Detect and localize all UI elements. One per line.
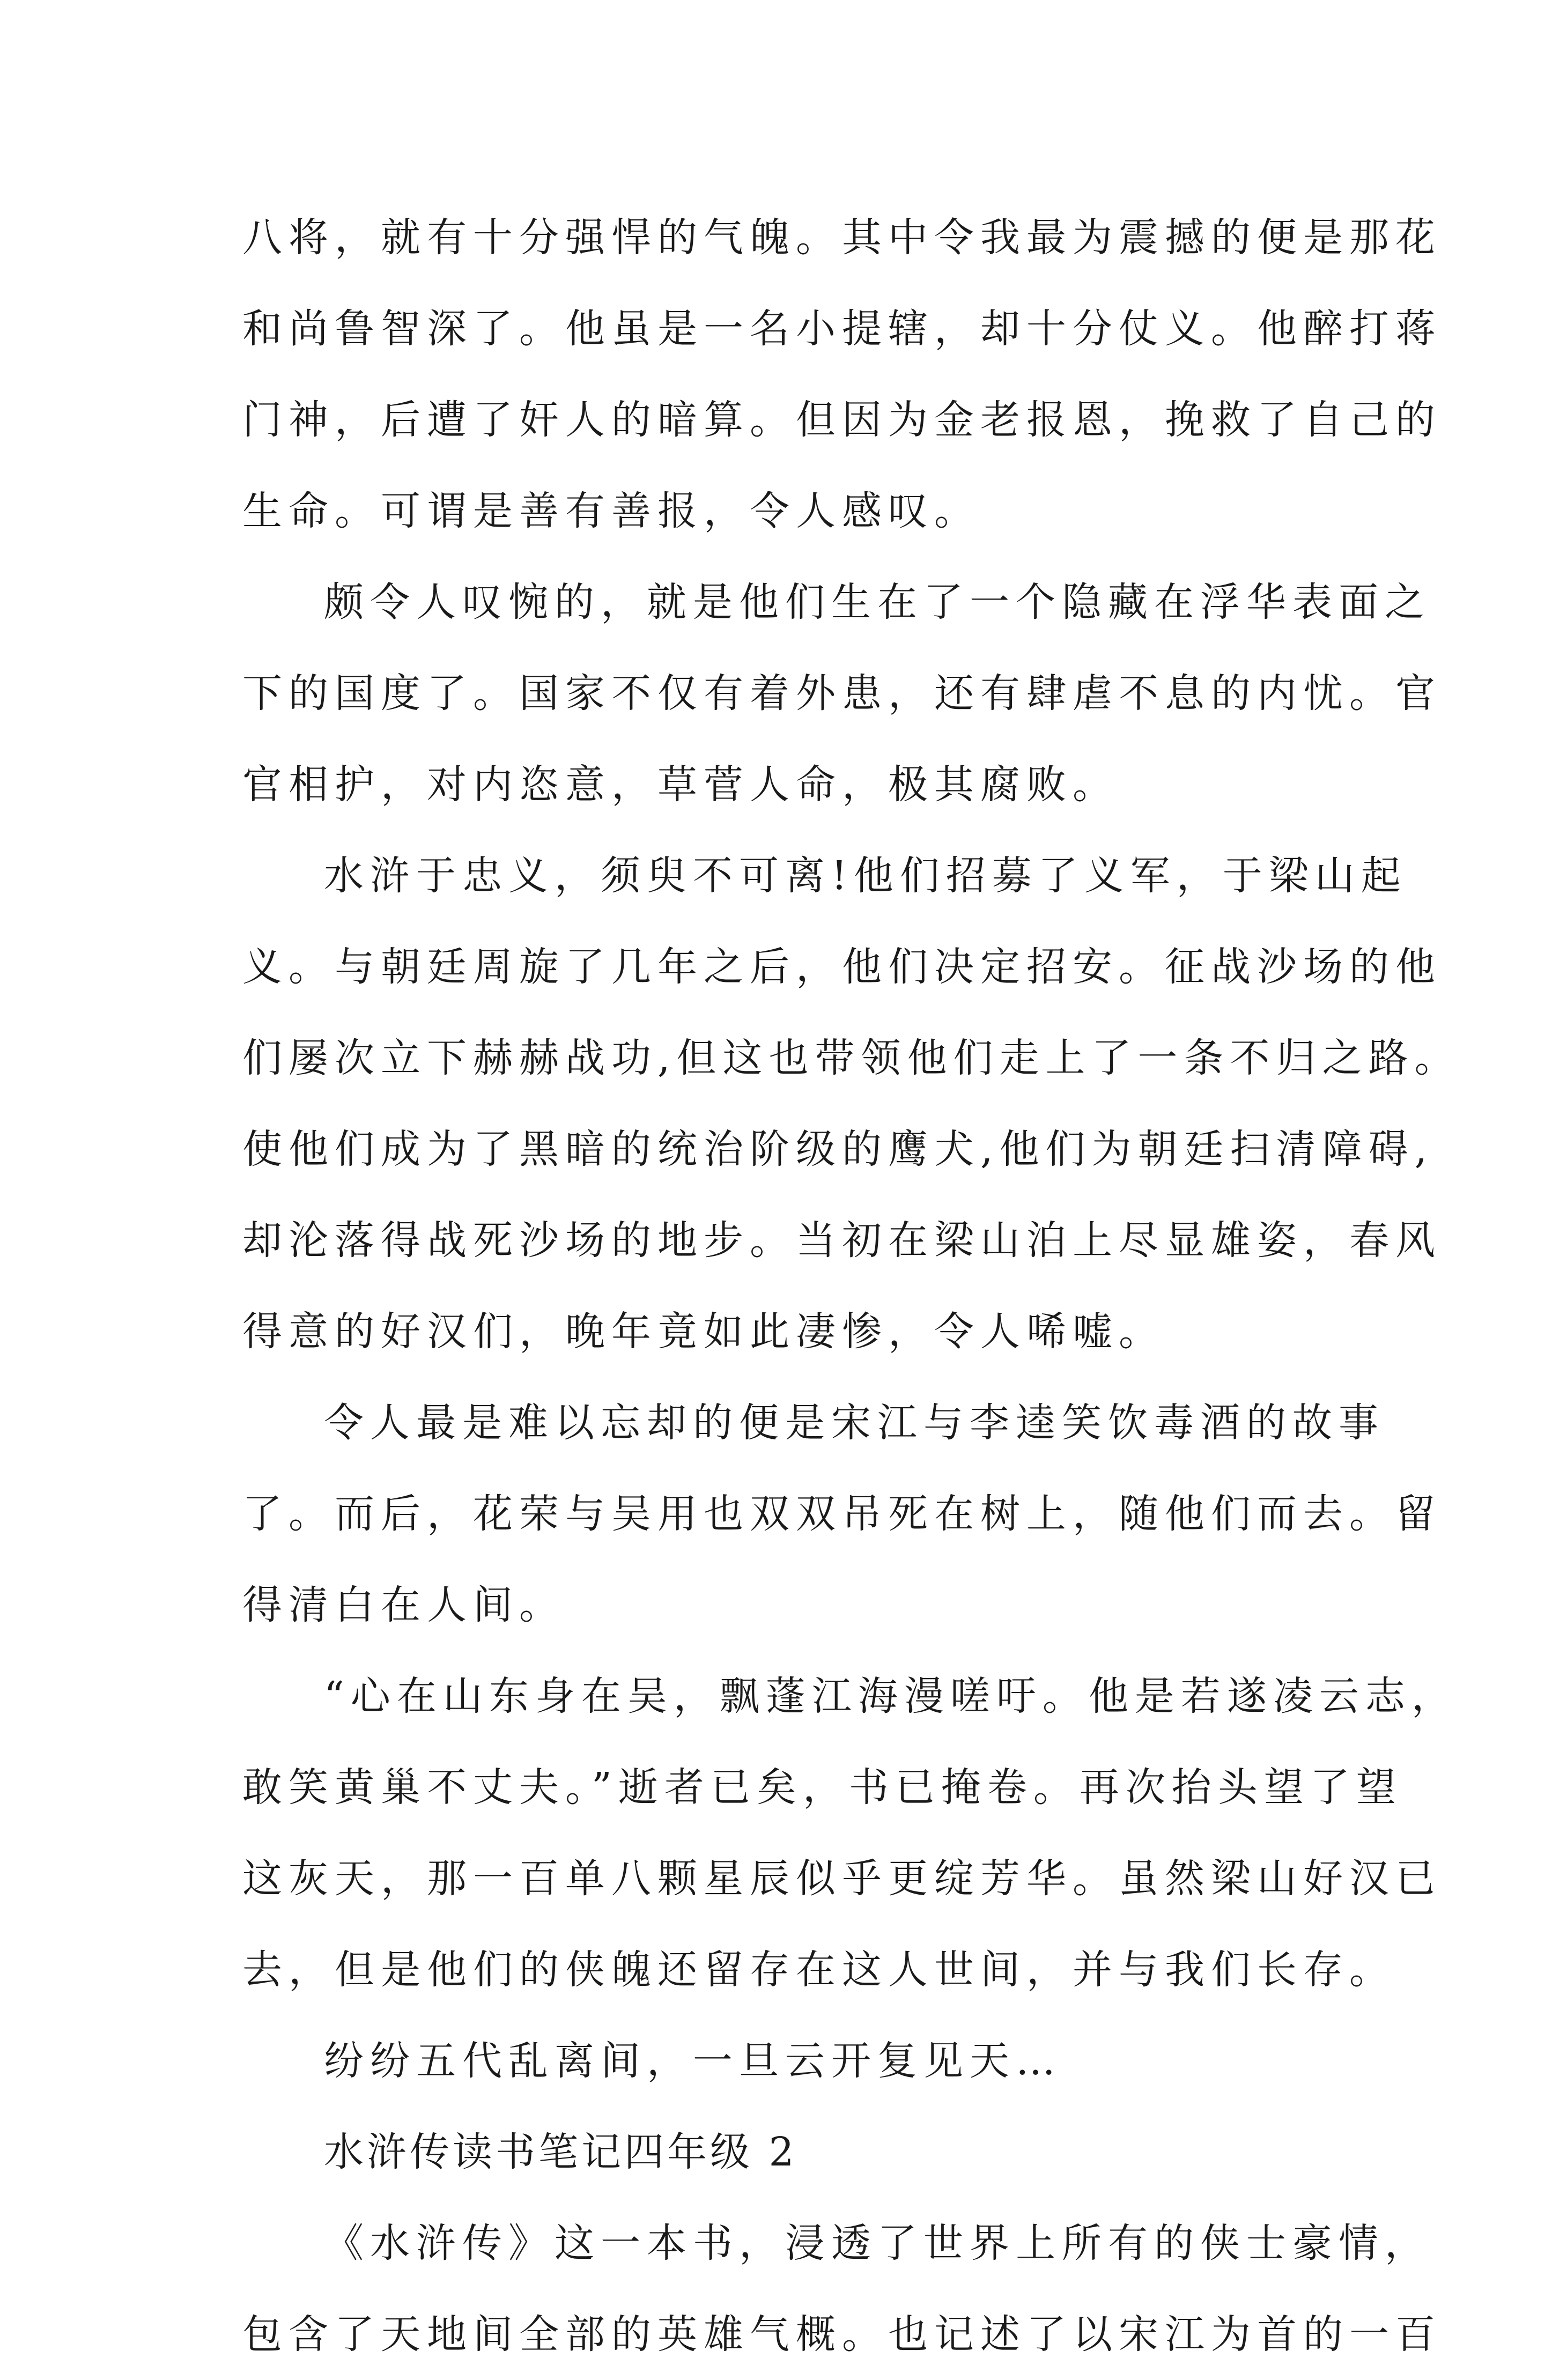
body-text — [242, 192, 1461, 2380]
text-line: 生命。可谓是善有善报，令人感叹。 — [242, 488, 980, 534]
text-line: 八将，就有十分强悍的气魄。其中令我最为震撼的便是那花 — [242, 215, 1442, 261]
text-line: 使他们成为了黑暗的统治阶级的鹰犬,他们为朝廷扫清障碍, — [242, 1126, 1434, 1172]
text-line: 这灰天，那一百单八颗星辰似乎更绽芳华。虽然梁山好汉已 — [242, 1856, 1442, 1902]
paragraph-start-line: 令人最是难以忘却的便是宋江与李逵笑饮毒酒的故事 — [324, 1400, 1385, 1446]
paragraph-start-line: 《水浒传》这一本书，浸透了世界上所有的侠士豪情， — [324, 2220, 1431, 2266]
text-line: 官相护，对内恣意，草菅人命，极其腐败。 — [242, 762, 1119, 808]
section-heading: 水浒传读书笔记四年级 2 — [324, 2129, 797, 2175]
text-line: 义。与朝廷周旋了几年之后，他们决定招安。征战沙场的他 — [242, 944, 1442, 990]
verse-line: 纷纷五代乱离间，一旦云开复见天… — [324, 2038, 1062, 2084]
text-line: 敢笑黄巢不丈夫。”逝者已矣，书已掩卷。再次抬头望了望 — [242, 1764, 1402, 1810]
text-line: 和尚鲁智深了。他虽是一名小提辖，却十分仗义。他醉打蒋 — [242, 306, 1442, 352]
paragraph-start-line: 颇令人叹惋的，就是他们生在了一个隐藏在浮华表面之 — [324, 579, 1431, 625]
text-line: 包含了天地间全部的英雄气概。也记述了以宋江为首的一百 — [242, 2311, 1442, 2357]
text-line: 得清白在人间。 — [242, 1582, 565, 1628]
text-line: 门神，后遭了奸人的暗算。但因为金老报恩，挽救了自己的 — [242, 397, 1442, 443]
text-line: 去，但是他们的侠魄还留存在这人世间，并与我们长存。 — [242, 1947, 1395, 1993]
text-line: 们屡次立下赫赫战功,但这也带领他们走上了一条不归之路。 — [242, 1035, 1461, 1081]
text-line: 却沦落得战死沙场的地步。当初在梁山泊上尽显雄姿，春风 — [242, 1217, 1442, 1263]
text-line: 下的国度了。国家不仅有着外患，还有肆虐不息的内忧。官 — [242, 670, 1442, 716]
text-line: 得意的好汉们，晚年竟如此凄惨，令人唏嘘。 — [242, 1309, 1165, 1355]
paragraph-start-line: 水浒于忠义，须臾不可离!他们招募了义军，于梁山起 — [324, 853, 1407, 899]
text-line: 了。而后，花荣与吴用也双双吊死在树上，随他们而去。留 — [242, 1491, 1442, 1537]
quote-start-line: “心在山东身在吴，飘蓬江海漫嗟吁。他是若遂凌云志， — [324, 1673, 1458, 1719]
